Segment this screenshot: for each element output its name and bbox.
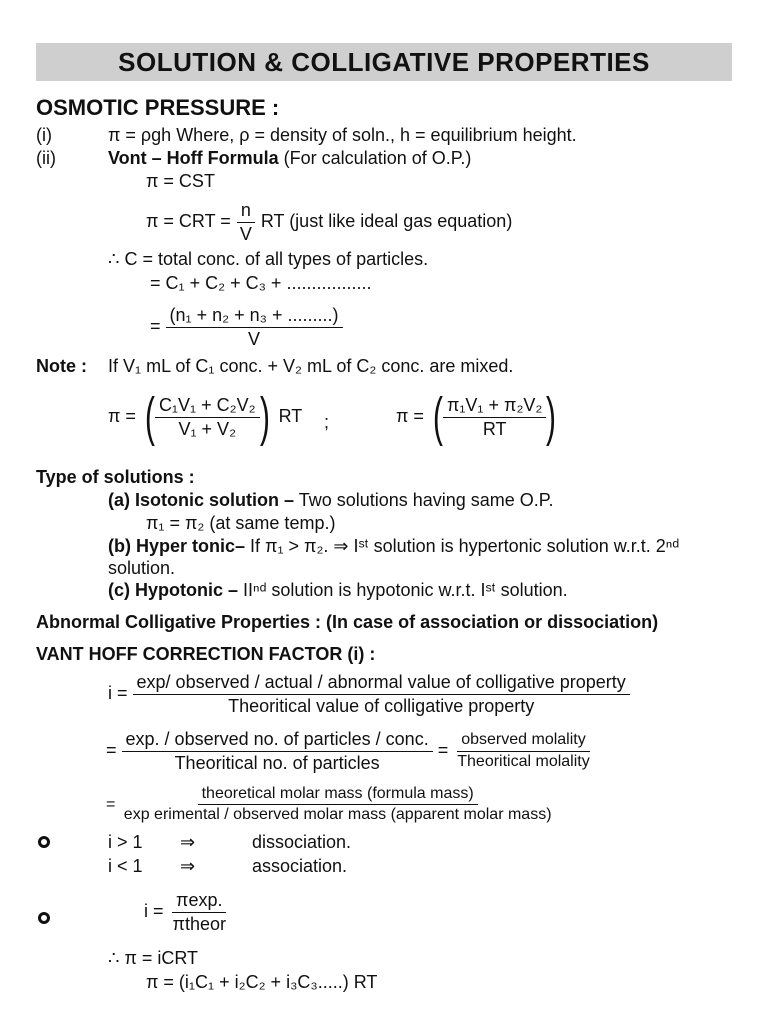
type-a-eq: π₁ = π₂ (at same temp.) <box>146 513 336 533</box>
i-ratio <box>144 890 230 934</box>
note-f2-num: π₁V₁ + π₂V₂ <box>443 395 546 418</box>
vhf-f1-den: Theoritical value of colligative property <box>228 695 535 716</box>
note-f1-left: π = <box>108 405 136 426</box>
vhf-f3-den: exp erimental / observed molar mass (apparent molar mass) <box>123 806 552 824</box>
dissociation-label: dissociation. <box>252 832 352 852</box>
item-i-label: (i) <box>36 125 52 145</box>
abnormal-heading: Abnormal Colligative Properties : (In case of association or dissociation) <box>36 612 659 632</box>
vhf-f1-num: exp/ observed / actual / abnormal value of colligative property <box>133 672 630 695</box>
vhf-f2-den: Theoritical no. of particles <box>174 752 380 773</box>
vhf-f2-equals: = <box>437 739 449 760</box>
eq-n-den: V <box>248 328 261 349</box>
note-f1-num: C₁V₁ + C₂V₂ <box>155 395 260 418</box>
page-title: SOLUTION & COLLIGATIVE PROPERTIES <box>36 43 732 81</box>
type-a-text: Two solutions having same O.P. <box>294 490 554 510</box>
left-paren: ( <box>144 387 155 447</box>
implies-arrow: ⇒ <box>180 856 196 876</box>
bullet-icon <box>38 912 50 924</box>
right-paren: ) <box>546 387 557 447</box>
left-paren: ( <box>432 387 443 447</box>
vont-hoff-note: (For calculation of O.P.) <box>278 148 472 168</box>
note-f2-den: RT <box>482 418 507 439</box>
note-label: Note : <box>36 356 87 376</box>
vhf-formula-1 <box>108 672 630 716</box>
type-c-title: (c) Hypotonic – <box>108 580 239 600</box>
note-f1-den: V₁ + V₂ <box>178 418 237 439</box>
i-lt-1: i < 1 <box>108 856 143 876</box>
vhf-f1-fraction <box>133 672 630 716</box>
eq-cst: π = CST <box>146 171 215 191</box>
item-i-text: π = ρgh Where, ρ = density of soln., h = equilibrium height. <box>108 125 577 145</box>
note-formula-1 <box>108 387 303 447</box>
i-ratio-den: πtheor <box>172 913 226 934</box>
eq-icrt: ∴ π = iCRT <box>108 948 199 968</box>
eq-n-equals: = <box>150 315 161 336</box>
vhf-f2b-fraction <box>453 731 593 771</box>
therefore-c: ∴ C = total conc. of all types of particles. <box>108 249 429 269</box>
type-b-cont: solution. <box>108 558 176 578</box>
vont-hoff-title: Vont – Hoff Formula <box>108 148 279 168</box>
types-heading: Type of solutions : <box>36 467 195 487</box>
vhf-heading: VANT HOFF CORRECTION FACTOR (i) : <box>36 644 376 664</box>
eq-crt-num: n <box>237 200 255 223</box>
eq-final: π = (i₁C₁ + i₂C₂ + i₃C₃.....) RT <box>146 972 378 992</box>
type-b-text: If π₁ > π₂. ⇒ Iˢᵗ solution is hypertonic solution w.r.t. 2ⁿᵈ <box>245 536 680 556</box>
vhf-f2b-den: Theoritical molality <box>457 752 590 770</box>
vhf-f2-left: = <box>106 739 117 760</box>
type-c-text: IIⁿᵈ solution is hypotonic w.r.t. Iˢᵗ solution. <box>238 580 568 600</box>
note-f2-fraction <box>443 395 546 439</box>
type-c <box>108 580 568 601</box>
eq-crt-right: RT (just like ideal gas equation) <box>260 210 513 231</box>
eq-n-fraction <box>166 305 343 349</box>
type-a-title: (a) Isotonic solution – <box>108 490 295 510</box>
vhf-f3-left: = <box>106 796 116 814</box>
association-label: association. <box>252 856 348 876</box>
right-paren: ) <box>259 387 270 447</box>
type-b <box>108 536 679 557</box>
note-formula-2 <box>396 387 560 447</box>
vhf-formula-3 <box>106 785 556 825</box>
sum-c: = C₁ + C₂ + C₃ + ................. <box>150 273 372 293</box>
item-ii-label: (ii) <box>36 148 56 168</box>
note-f1-fraction <box>155 395 260 439</box>
note-f2-left: π = <box>396 405 424 426</box>
i-ratio-num: πexp. <box>172 890 226 913</box>
eq-crt-fraction <box>236 200 256 244</box>
vhf-f2-num: exp. / observed no. of particles / conc. <box>122 729 433 752</box>
eq-crt-den: V <box>239 223 252 244</box>
type-b-title: (b) Hyper tonic– <box>108 536 246 556</box>
implies-arrow: ⇒ <box>180 832 196 852</box>
i-ratio-left: i = <box>144 900 164 921</box>
type-a <box>108 490 554 511</box>
note-f1-right: RT <box>278 405 303 426</box>
eq-crt <box>146 200 512 244</box>
vhf-f2-fraction <box>122 729 433 773</box>
vhf-f2b-num: observed molality <box>457 731 590 751</box>
i-ratio-fraction <box>169 890 230 934</box>
bullet-icon <box>38 836 50 848</box>
i-gt-1: i > 1 <box>108 832 143 852</box>
vhf-f1-left: i = <box>108 682 128 703</box>
vhf-formula-2 <box>106 729 594 773</box>
eq-n-num: (n₁ + n₂ + n₃ + .........) <box>166 305 343 328</box>
osmotic-heading: OSMOTIC PRESSURE : <box>36 95 280 120</box>
item-ii-text <box>108 148 471 169</box>
vhf-f3-fraction <box>120 785 556 825</box>
note-text: If V₁ mL of C₁ conc. + V₂ mL of C₂ conc. are mixed. <box>108 356 514 376</box>
eq-crt-left: π = CRT = <box>146 210 231 231</box>
note-separator: ; <box>324 412 330 432</box>
vhf-f3-num: theoretical molar mass (formula mass) <box>198 785 478 805</box>
eq-n <box>150 305 343 349</box>
